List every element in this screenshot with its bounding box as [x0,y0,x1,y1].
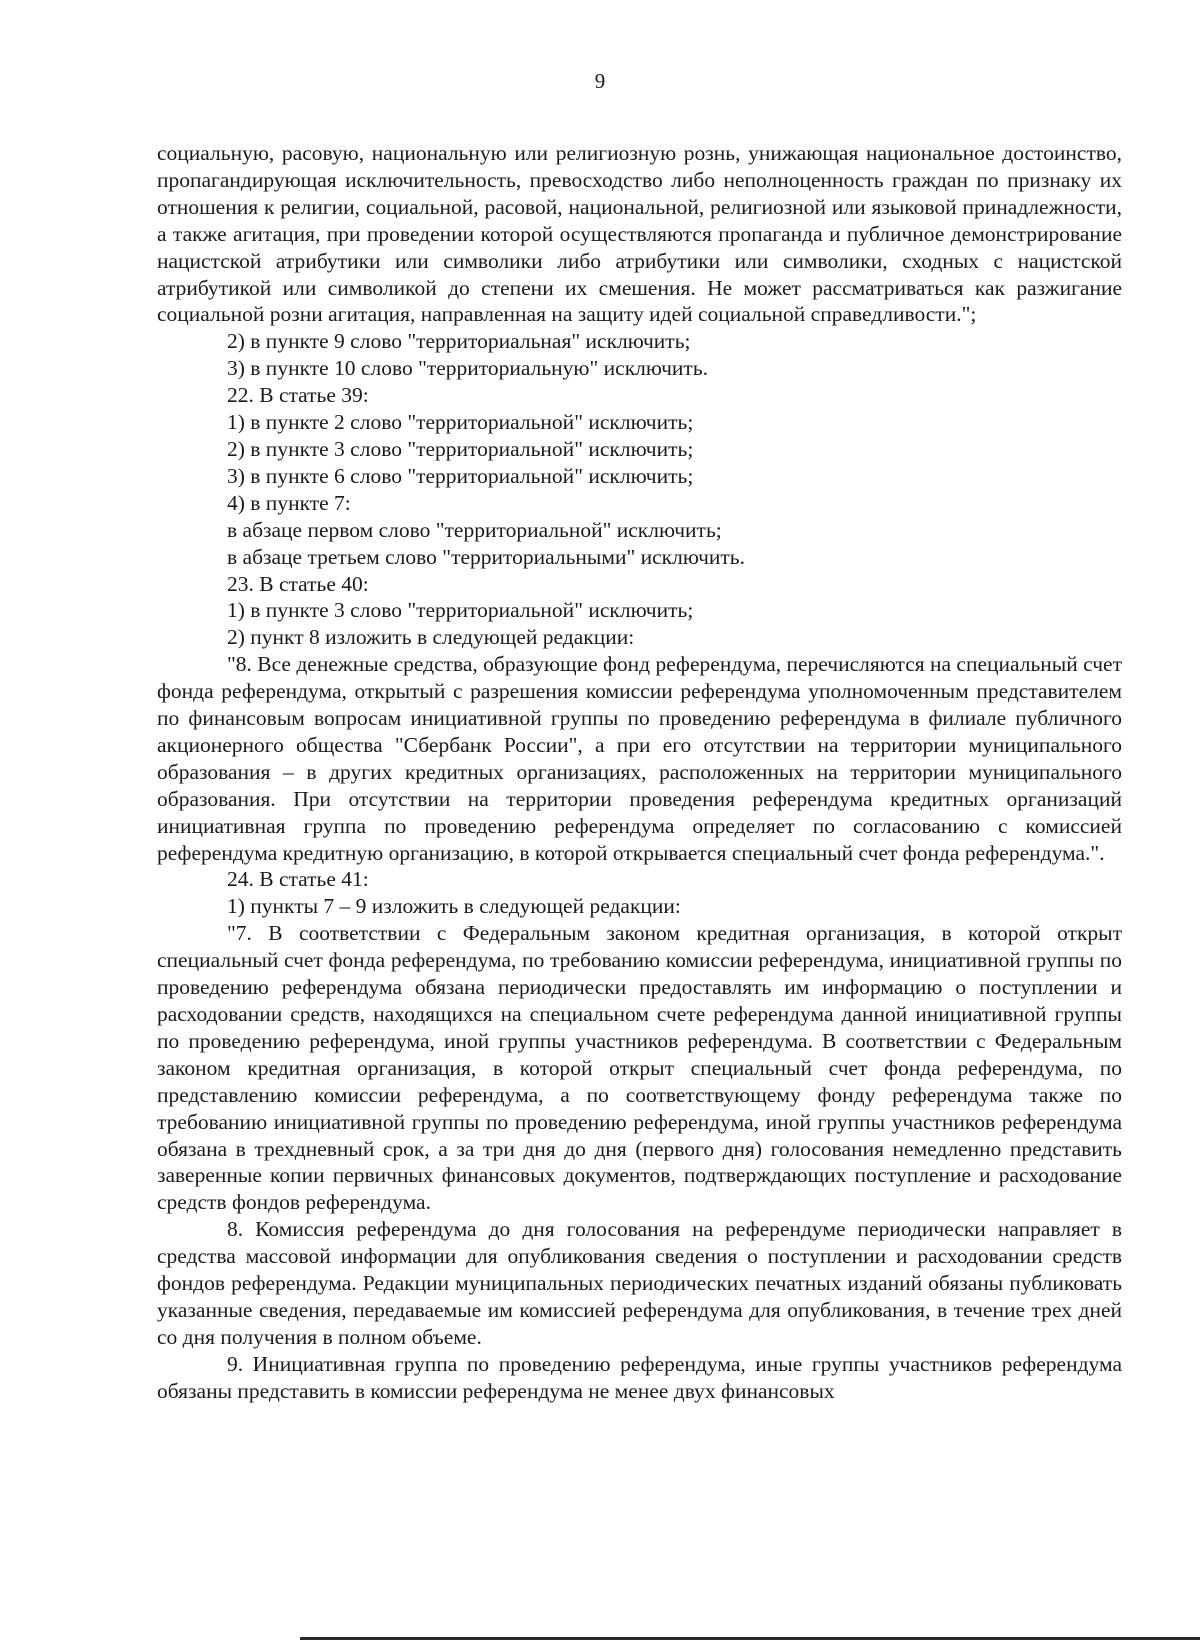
article-heading: 24. В статье 41: [227,867,369,892]
article-heading: 22. В статье 39: [227,383,369,408]
paragraph-quoted: 9. Инициативная группа по проведению референдума, иные группы участников референдума обязаны представить в комиссии референдума не менее двух финансовых [157,1351,1122,1403]
paragraph-item: в абзаце третьем слово "территориальными" исключить. [227,544,745,569]
paragraph-quoted: 8. Комиссия референдума до дня голосования на референдуме периодически направляет в средства массовой информации для опубликования сведения о поступлении и расходовании средств фондов референдума. Редакции муниципальных периодических печатных изданий обязаны публиковать указанные сведения, передаваемые им комиссией референдума для опубликования, в течение трех дней со дня получения в полном объеме. [157,1217,1122,1349]
paragraph-continuation: социальную, расовую, национальную или религиозную рознь, унижающая национальное достоинство, пропагандирующая исключительность, превосходство либо неполноценность граждан по признаку их отношения к религии, социальной, расовой, национальной, религиозной или языковой принадлежности, а также агитация, при проведении которой осуществляются пропаганда и публичное демонстрирование нацистской атрибутики или символики либо атрибутики или символики, сходных с нацистской атрибутикой или символикой до степени их смешения. Не может рассматриваться как разжигание социальной розни агитация, направленная на защиту идей социальной справедливости."; [157,141,1122,327]
article-heading: 23. В статье 40: [227,571,369,596]
document-body [157,140,1122,1405]
scan-edge-line [300,1637,1200,1640]
paragraph-item: в абзаце первом слово "территориальной" исключить; [227,517,722,542]
paragraph-item: 1) в пункте 2 слово "территориальной" исключить; [227,410,694,435]
paragraph-item: 4) в пункте 7: [227,490,351,515]
paragraph-item: 1) пункты 7 – 9 изложить в следующей редакции: [227,894,681,919]
paragraph-item: 2) в пункте 3 слово "территориальной" исключить; [227,436,694,461]
paragraph-item: 3) в пункте 6 слово "территориальной" исключить; [227,463,694,488]
paragraph-quoted: "8. Все денежные средства, образующие фонд референдума, перечисляются на специальный счет фонда референдума, открытый с разрешения комиссии референдума уполномоченным представителем по финансовым вопросам инициативной группы по проведению референдума в филиале публичного акционерного общества "Сбербанк России", а при его отсутствии на территории муниципального образования – в других кредитных организациях, расположенных на территории муниципального образования. При отсутствии на территории проведения референдума кредитных организаций инициативная группа по проведению референдума определяет по согласованию с комиссией референдума кредитную организацию, в которой открывается специальный счет фонда референдума.". [157,652,1123,865]
paragraph-item: 2) в пункте 9 слово "территориальная" исключить; [227,329,691,354]
paragraph-item: 2) пункт 8 изложить в следующей редакции: [227,625,635,650]
paragraph-item: 3) в пункте 10 слово "территориальную" исключить. [227,356,709,381]
page-number: 9 [594,69,606,93]
paragraph-quoted: "7. В соответствии с Федеральным законом кредитная организация, в которой открыт специальный счет фонда референдума, по требованию комиссии референдума, инициативной группы по проведению референдума обязана периодически предоставлять им информацию о поступлении и расходовании средств, находящихся на специальном счете референдума данной инициативной группы по проведению референдума, иной группы участников референдума. В соответствии с Федеральным законом кредитная организация, в которой открыт специальный счет фонда референдума, по представлению комиссии референдума, а по соответствующему фонду референдума также по требованию инициативной группы по проведению референдума, иной группы участников референдума обязана в трехдневный срок, а за три дня до дня (первого дня) голосования немедленно представить заверенные копии первичных финансовых документов, подтверждающих поступление и расходование средств фондов референдума. [157,921,1122,1215]
paragraph-item: 1) в пункте 3 слово "территориальной" исключить; [227,598,694,623]
